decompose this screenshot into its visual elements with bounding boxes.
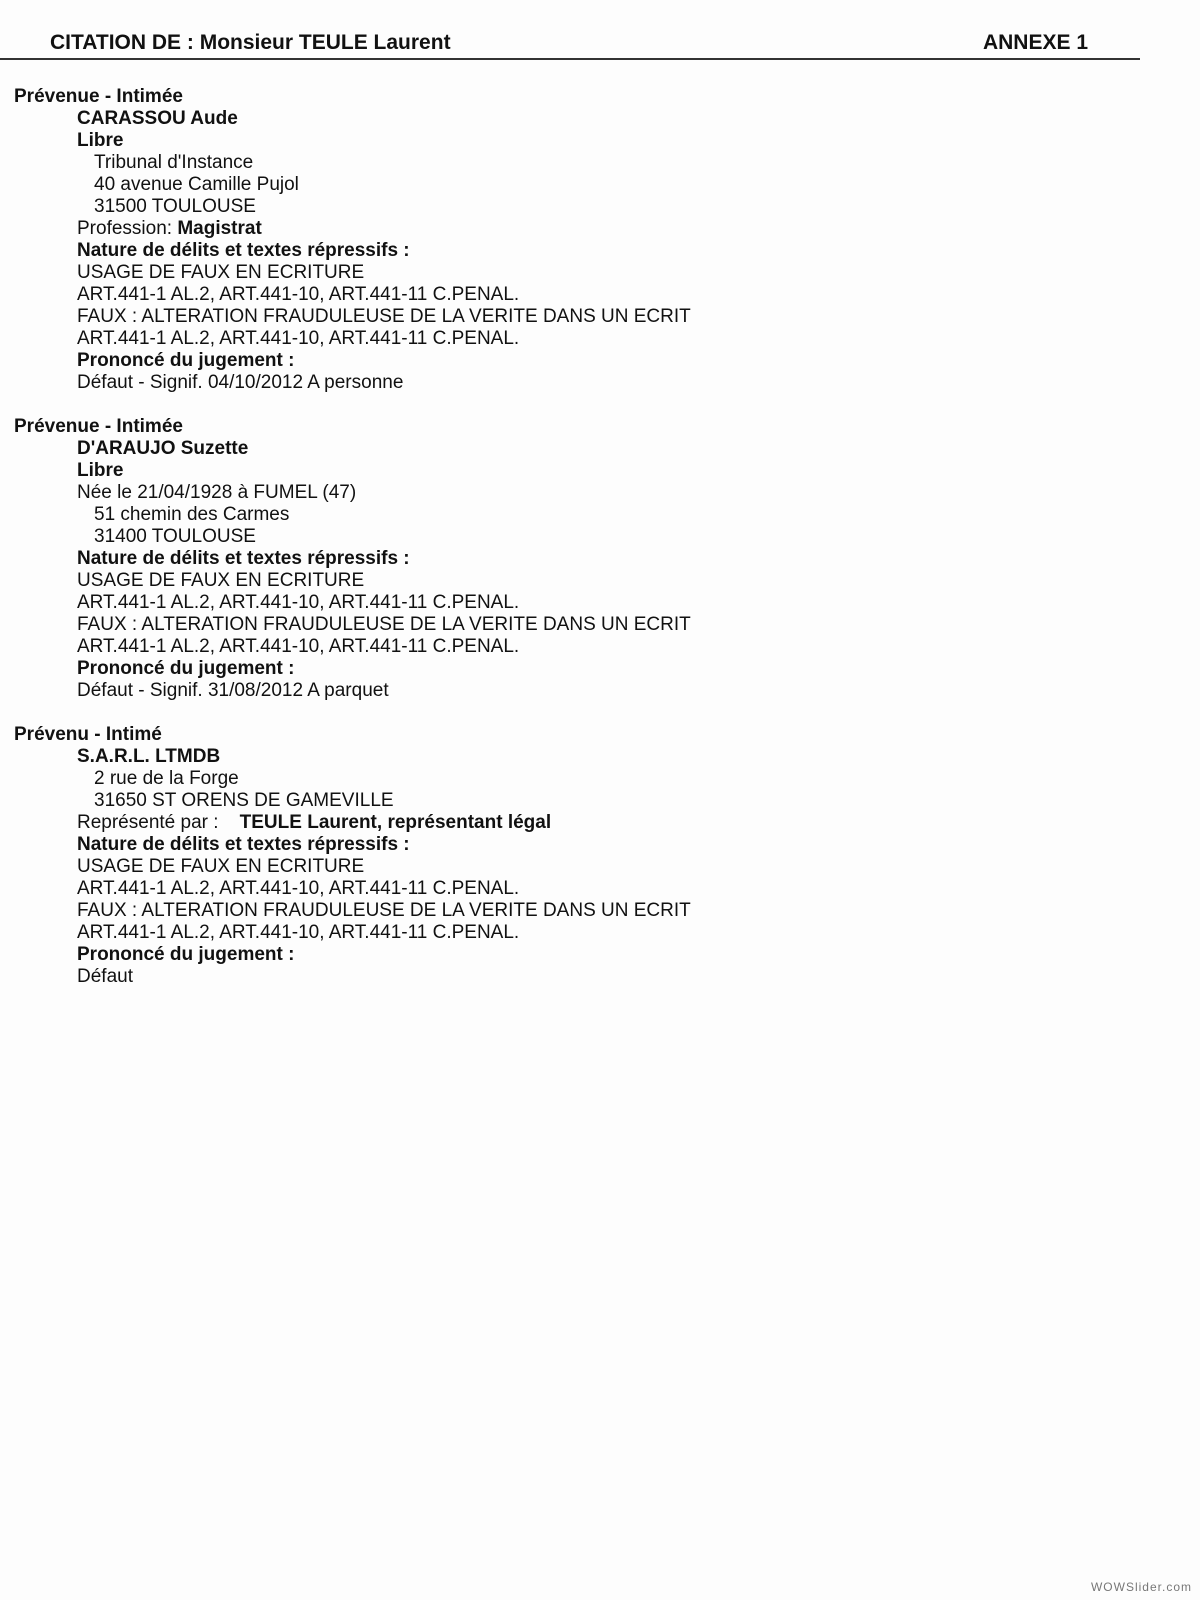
line-name: CARASSOU Aude <box>77 108 238 129</box>
line-address: Tribunal d'Instance <box>94 152 254 173</box>
line-text: Défaut <box>77 966 133 987</box>
line-text: USAGE DE FAUX EN ECRITURE <box>77 262 365 283</box>
line-text: USAGE DE FAUX EN ECRITURE <box>77 856 365 877</box>
line-name: D'ARAUJO Suzette <box>77 438 249 459</box>
line-label: Prononcé du jugement : <box>77 944 295 965</box>
field-label: Représenté par : <box>77 812 240 833</box>
defendant-section <box>14 86 1114 394</box>
line-text: FAUX : ALTERATION FRAUDULEUSE DE LA VERITE DANS UN ECRIT <box>77 900 691 921</box>
line-field <box>14 218 1114 240</box>
annex-label: ANNEXE 1 <box>982 31 1088 54</box>
line-text: Défaut - Signif. 04/10/2012 A personne <box>77 372 404 393</box>
line-text: USAGE DE FAUX EN ECRITURE <box>77 570 365 591</box>
defendant-section <box>14 416 1114 702</box>
line-text: ART.441-1 AL.2, ART.441-10, ART.441-11 C.PENAL. <box>77 636 520 657</box>
header-rule <box>0 58 1140 60</box>
line-address: 51 chemin des Carmes <box>94 504 290 525</box>
line-text: ART.441-1 AL.2, ART.441-10, ART.441-11 C.PENAL. <box>77 922 520 943</box>
line-status: Libre <box>77 130 124 151</box>
line-address: 31500 TOULOUSE <box>94 196 256 217</box>
line-label: Prononcé du jugement : <box>77 658 295 679</box>
line-name: S.A.R.L. LTMDB <box>77 746 221 767</box>
defendant-role-heading: Prévenu - Intimé <box>14 724 162 745</box>
field-value: Magistrat <box>177 218 262 239</box>
line-text: FAUX : ALTERATION FRAUDULEUSE DE LA VERITE DANS UN ECRIT <box>77 306 691 327</box>
document-title: CITATION DE : Monsieur TEULE Laurent <box>50 31 451 54</box>
defendant-section <box>14 724 1114 988</box>
field-label: Profession: <box>77 218 178 239</box>
line-text: ART.441-1 AL.2, ART.441-10, ART.441-11 C.PENAL. <box>77 592 520 613</box>
watermark: WOWSlider.com <box>1090 1580 1192 1594</box>
line-address: 40 avenue Camille Pujol <box>94 174 299 195</box>
line-label: Nature de délits et textes répressifs : <box>77 548 410 569</box>
line-label: Prononcé du jugement : <box>77 350 295 371</box>
line-label: Nature de délits et textes répressifs : <box>77 834 410 855</box>
line-text: ART.441-1 AL.2, ART.441-10, ART.441-11 C.PENAL. <box>77 328 520 349</box>
line-label: Nature de délits et textes répressifs : <box>77 240 410 261</box>
line-address: 31650 ST ORENS DE GAMEVILLE <box>94 790 394 811</box>
field-value: TEULE Laurent, représentant légal <box>239 812 552 833</box>
defendants-list <box>14 86 1114 1010</box>
line-text: ART.441-1 AL.2, ART.441-10, ART.441-11 C.PENAL. <box>77 284 520 305</box>
line-text: Défaut - Signif. 31/08/2012 A parquet <box>77 680 389 701</box>
line-text: Née le 21/04/1928 à FUMEL (47) <box>77 482 357 503</box>
line-field <box>14 812 1114 834</box>
line-address: 2 rue de la Forge <box>94 768 239 789</box>
line-text: ART.441-1 AL.2, ART.441-10, ART.441-11 C.PENAL. <box>77 878 520 899</box>
defendant-role-heading: Prévenue - Intimée <box>14 86 183 107</box>
line-status: Libre <box>77 460 124 481</box>
defendant-role-heading: Prévenue - Intimée <box>14 416 183 437</box>
line-text: FAUX : ALTERATION FRAUDULEUSE DE LA VERITE DANS UN ECRIT <box>77 614 691 635</box>
line-address: 31400 TOULOUSE <box>94 526 256 547</box>
